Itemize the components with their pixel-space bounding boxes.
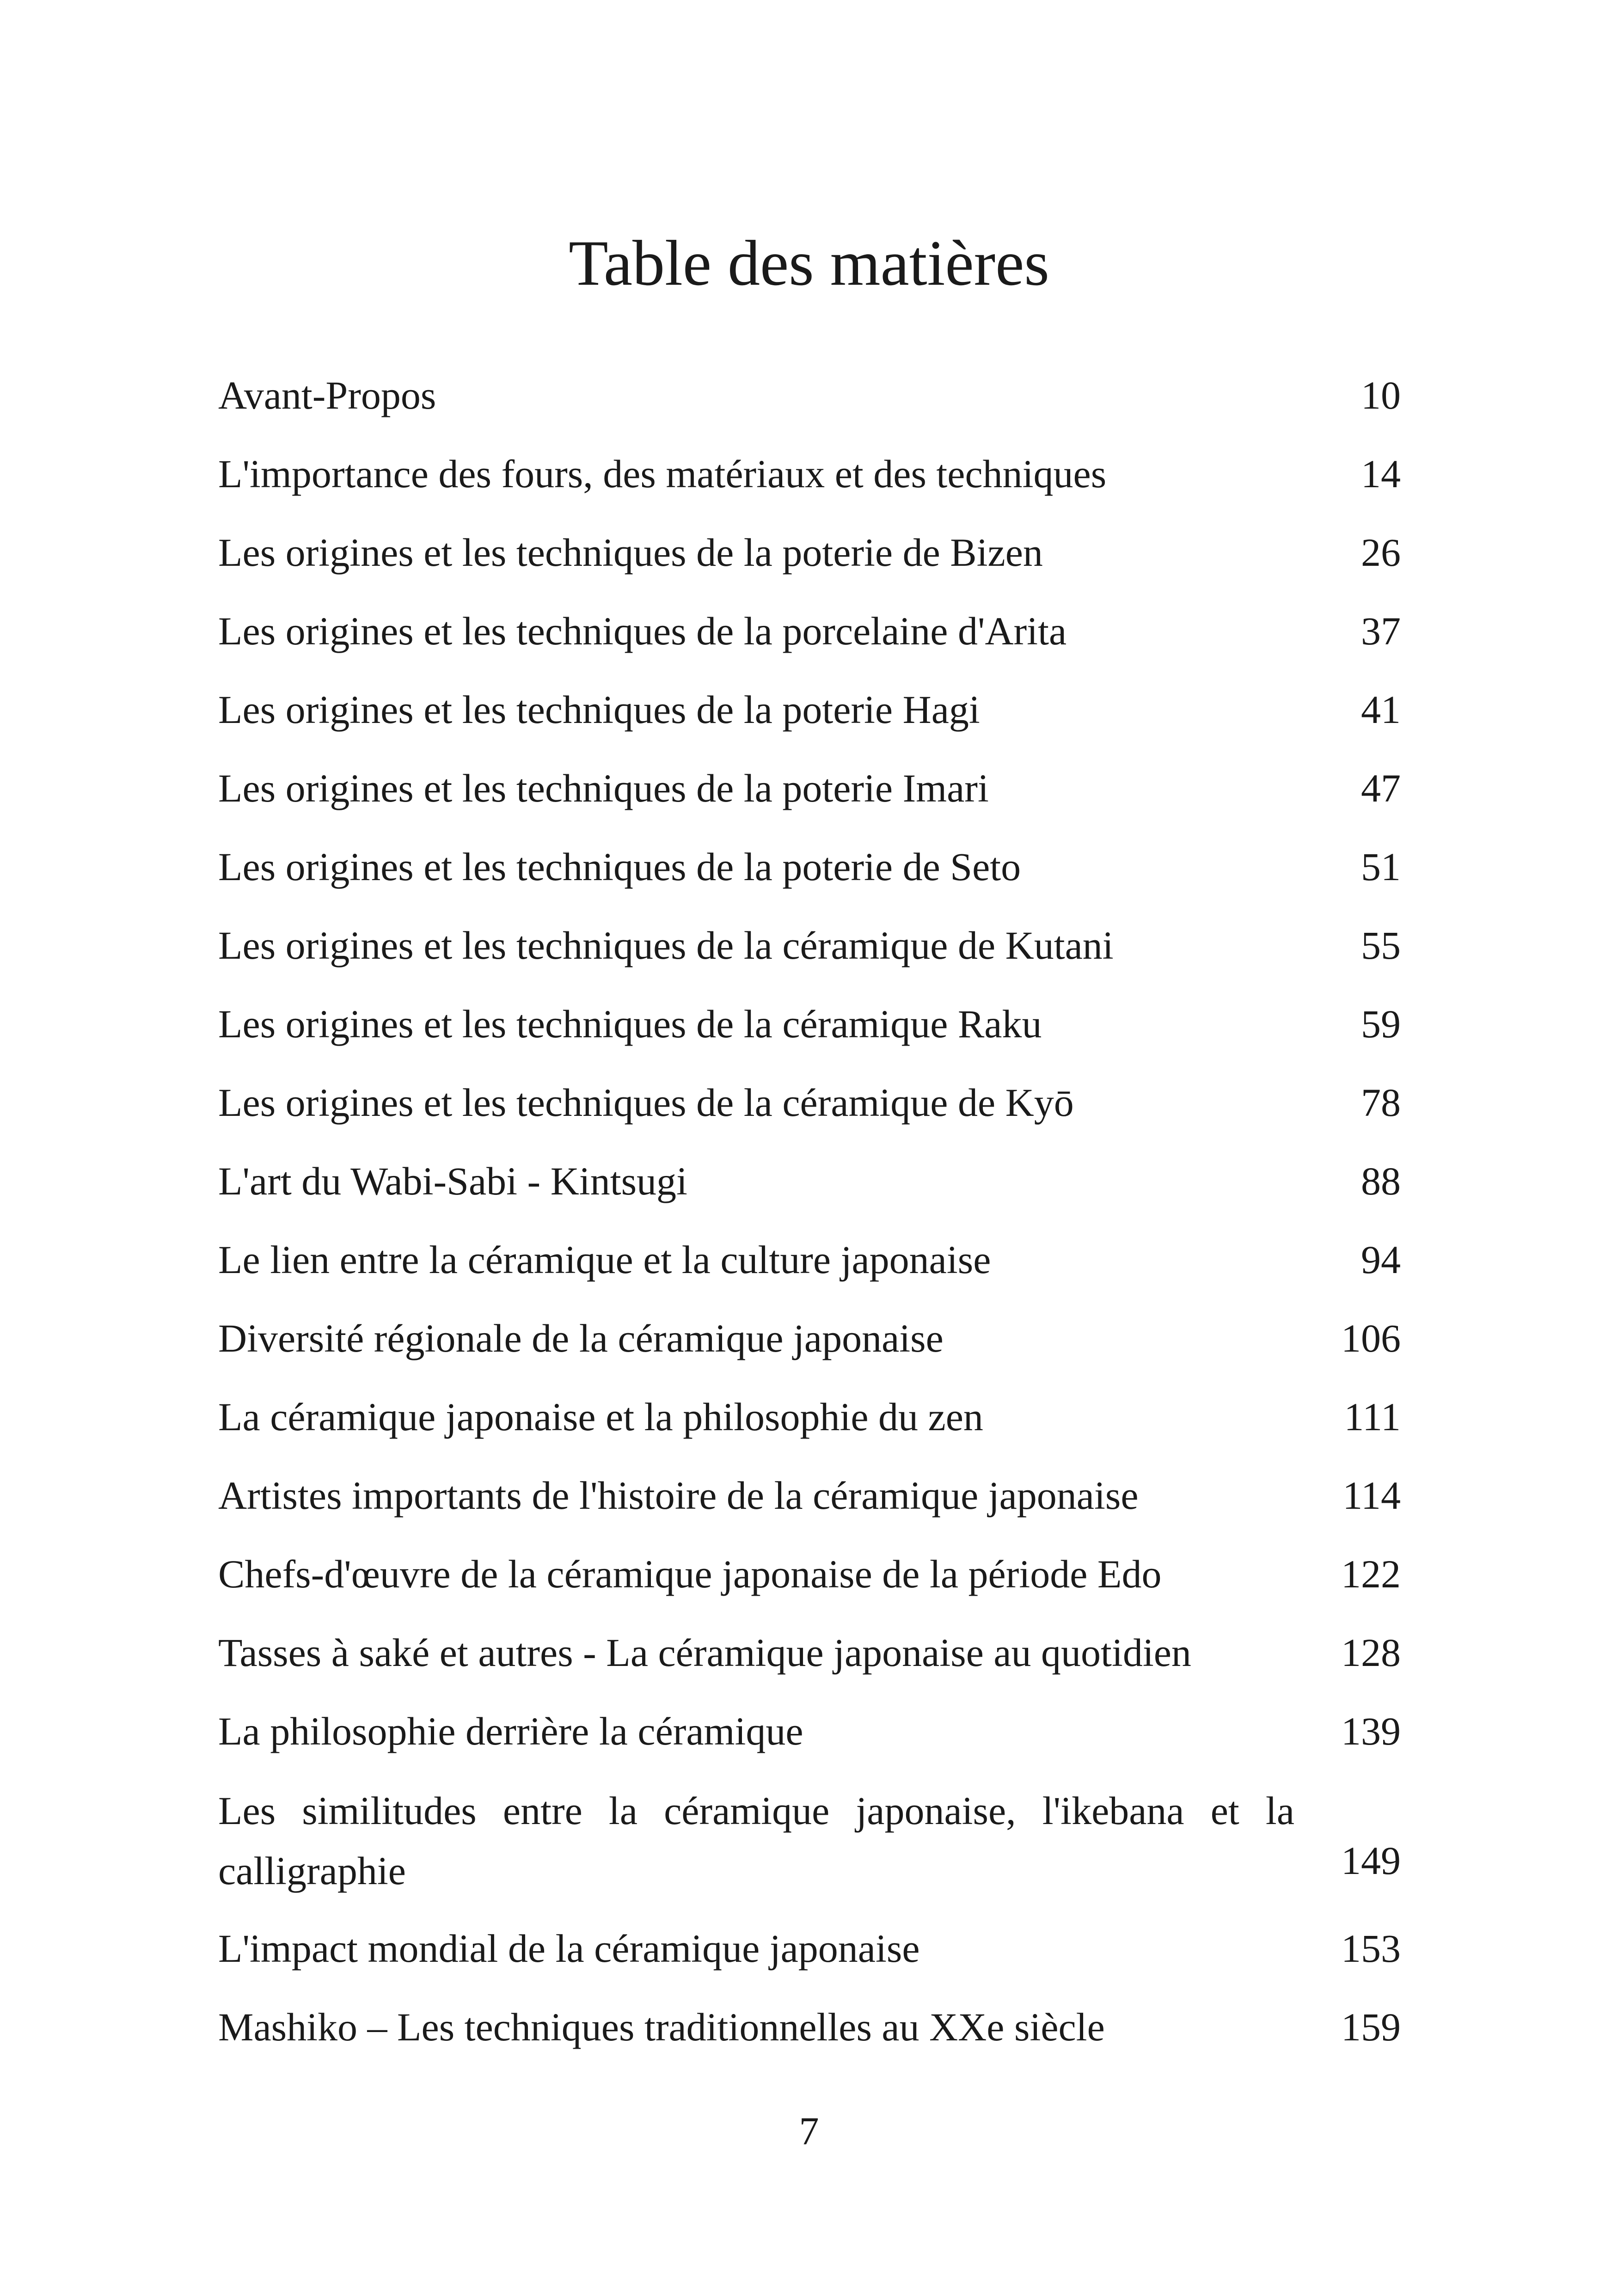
toc-entry bbox=[218, 1378, 1401, 1456]
toc-entry-page: 94 bbox=[1361, 1237, 1401, 1282]
page-title: Table des matières bbox=[569, 227, 1049, 299]
toc-entry bbox=[218, 670, 1401, 749]
toc-entry-title: L'importance des fours, des matériaux et des techniques bbox=[218, 452, 1107, 496]
toc-entry-title: Les origines et les techniques de la céramique de Kutani bbox=[218, 923, 1114, 967]
toc-entry-page: 159 bbox=[1341, 2005, 1401, 2049]
toc-entry-title: Les origines et les techniques de la céramique Raku bbox=[218, 1002, 1042, 1046]
toc-entry bbox=[218, 1220, 1401, 1299]
toc-entry-page: 14 bbox=[1361, 452, 1401, 496]
toc-entry-title: Le lien entre la céramique et la culture japonaise bbox=[218, 1237, 991, 1282]
toc-entry-title: Les origines et les techniques de la poterie Imari bbox=[218, 766, 989, 810]
toc-entry-page: 128 bbox=[1341, 1630, 1401, 1675]
toc-entry bbox=[218, 513, 1401, 592]
toc-entry bbox=[218, 1692, 1401, 1770]
toc-entry bbox=[218, 985, 1401, 1063]
toc-entry-title: Tasses à saké et autres - La céramique japonaise au quotidien bbox=[218, 1630, 1191, 1675]
toc-entry bbox=[218, 1063, 1401, 1142]
toc-entry-page: 37 bbox=[1361, 609, 1401, 653]
toc-entry-page: 88 bbox=[1361, 1159, 1401, 1203]
toc-entry-title: Les similitudes entre la céramique japonaise, l'ikebana et la calligraphie bbox=[218, 1788, 1294, 1893]
toc-entry bbox=[218, 906, 1401, 985]
toc-entry bbox=[218, 356, 1401, 435]
toc-entry-title: Les origines et les techniques de la poterie Hagi bbox=[218, 687, 980, 732]
toc-entry-page: 114 bbox=[1342, 1473, 1401, 1518]
toc-entry-title: Chefs-d'œuvre de la céramique japonaise de la période Edo bbox=[218, 1552, 1162, 1596]
toc-entry-page: 106 bbox=[1341, 1316, 1401, 1360]
toc-entry bbox=[218, 749, 1401, 827]
toc-entry-title: L'art du Wabi-Sabi - Kintsugi bbox=[218, 1159, 687, 1203]
toc-entry bbox=[218, 1142, 1401, 1220]
table-of-contents bbox=[218, 356, 1401, 2066]
toc-entry-page: 153 bbox=[1341, 1926, 1401, 1971]
toc-entry bbox=[218, 1535, 1401, 1613]
toc-entry-title: Les origines et les techniques de la poterie de Bizen bbox=[218, 530, 1043, 575]
toc-entry-title: La philosophie derrière la céramique bbox=[218, 1709, 803, 1753]
toc-entry-page: 149 bbox=[1341, 1838, 1401, 1883]
toc-entry bbox=[218, 827, 1401, 906]
toc-entry-title: Les origines et les techniques de la porcelaine d'Arita bbox=[218, 609, 1067, 653]
toc-entry-title: Diversité régionale de la céramique japonaise bbox=[218, 1316, 944, 1360]
toc-entry-page: 139 bbox=[1341, 1709, 1401, 1753]
toc-entry-title: Les origines et les techniques de la céramique de Kyō bbox=[218, 1080, 1074, 1125]
toc-entry bbox=[218, 1770, 1401, 1909]
toc-entry-title: Avant-Propos bbox=[218, 373, 436, 417]
toc-entry-title: Mashiko – Les techniques traditionnelles au XXe siècle bbox=[218, 2005, 1105, 2049]
toc-entry bbox=[218, 1988, 1401, 2066]
toc-entry-title: Les origines et les techniques de la poterie de Seto bbox=[218, 845, 1021, 889]
toc-entry bbox=[218, 1613, 1401, 1692]
toc-entry-page: 47 bbox=[1361, 766, 1401, 810]
toc-entry-page: 78 bbox=[1361, 1080, 1401, 1125]
toc-entry-page: 10 bbox=[1361, 373, 1401, 417]
toc-entry-page: 59 bbox=[1361, 1002, 1401, 1046]
toc-entry bbox=[218, 1299, 1401, 1378]
toc-entry-page: 41 bbox=[1361, 687, 1401, 732]
toc-entry-page: 55 bbox=[1361, 923, 1401, 967]
toc-entry-title: La céramique japonaise et la philosophie du zen bbox=[218, 1395, 983, 1439]
toc-entry bbox=[218, 1456, 1401, 1535]
toc-entry-page: 122 bbox=[1341, 1552, 1401, 1596]
toc-entry-page: 51 bbox=[1361, 845, 1401, 889]
toc-entry bbox=[218, 1909, 1401, 1988]
toc-entry-title: Artistes importants de l'histoire de la céramique japonaise bbox=[218, 1473, 1139, 1518]
page-number: 7 bbox=[799, 2109, 819, 2153]
toc-entry-page: 26 bbox=[1361, 530, 1401, 575]
toc-entry-page: 111 bbox=[1344, 1395, 1401, 1439]
toc-entry bbox=[218, 592, 1401, 670]
toc-entry-title: L'impact mondial de la céramique japonaise bbox=[218, 1926, 920, 1971]
toc-entry bbox=[218, 435, 1401, 513]
